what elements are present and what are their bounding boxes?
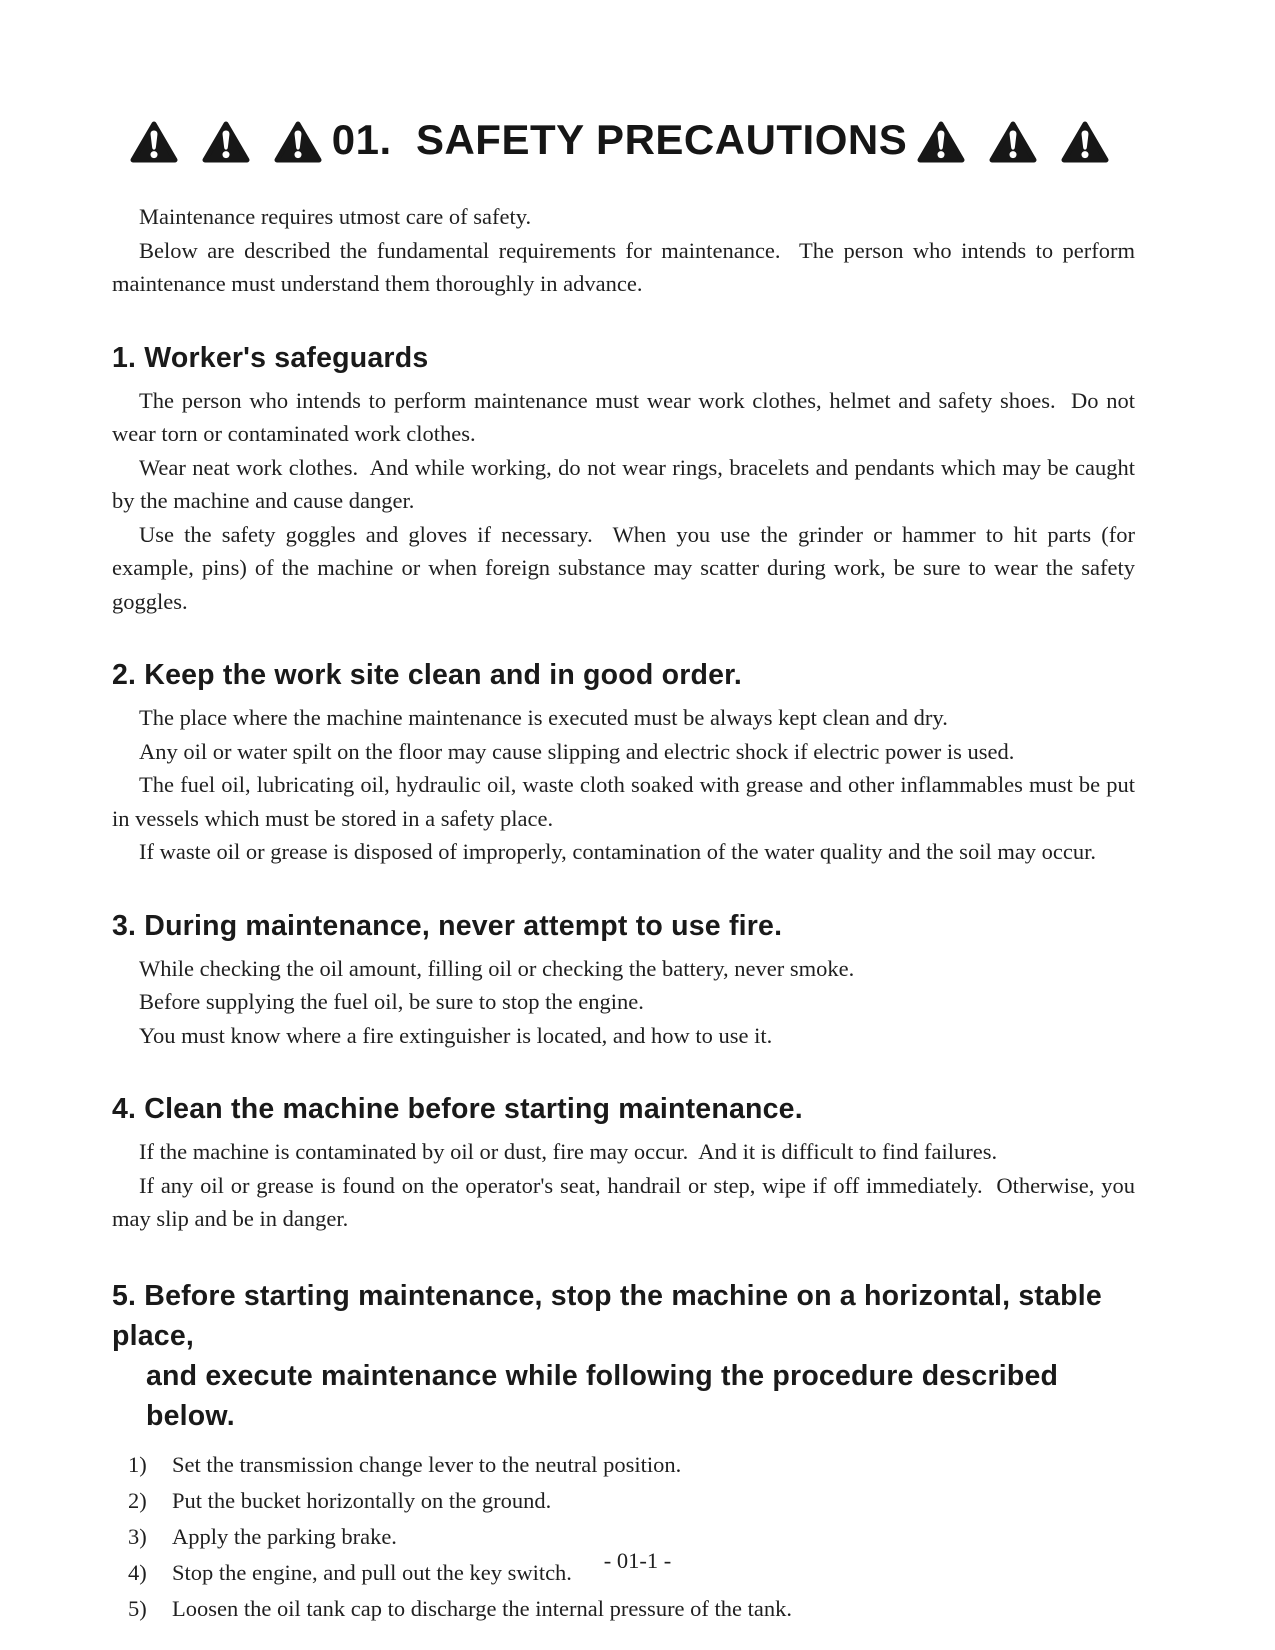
section-heading: 1. Worker's safeguards [112, 341, 429, 374]
page-header [112, 0, 1135, 168]
list-item-number: 4) [128, 1559, 147, 1585]
body-paragraph: If any oil or grease is found on the operator's seat, handrail or step, wipe if off immediately. Otherwise, you may slip and be in danger. [112, 1172, 1141, 1231]
body-paragraph: The place where the machine maintenance is executed must be always kept clean and dry. [139, 705, 948, 730]
warning-triangle-icon [989, 121, 1037, 163]
section-work-site-clean [112, 658, 1141, 869]
body-paragraph: If waste oil or grease is disposed of improperly, contamination of the water quality and the soil may occur. [139, 839, 1097, 864]
warning-triangle-icon [274, 121, 322, 163]
body-paragraph: If the machine is contaminated by oil or dust, fire may occur. And it is difficult to find failures. [139, 1139, 998, 1164]
body-paragraph: Use the safety goggles and gloves if necessary. When you use the grinder or hammer to hit parts (for example, pins) of the machine or when foreign substance may scatter during work, be sure to wear the safety goggles. [112, 521, 1141, 614]
body-paragraph: Before supplying the fuel oil, be sure to stop the engine. [139, 989, 644, 1014]
list-item-number: 3) [128, 1523, 147, 1549]
warning-triangles-right [917, 121, 1109, 163]
section-heading-line: and execute maintenance while following the procedure described below. [146, 1359, 1059, 1432]
list-item-text: Stop the engine, and pull out the key switch. [172, 1559, 572, 1585]
list-item-text: Loosen the oil tank cap to discharge the internal pressure of the tank. [172, 1595, 793, 1621]
section-heading: 4. Clean the machine before starting maintenance. [112, 1093, 803, 1125]
section-clean-machine [112, 1092, 1141, 1236]
section-never-use-fire [112, 909, 1135, 1053]
intro-block [112, 200, 1141, 301]
body-paragraph: Any oil or water spilt on the floor may cause slipping and electric shock if electric power is used. [139, 738, 1015, 764]
section-heading: 3. During maintenance, never attempt to use fire. [112, 909, 783, 942]
warning-triangle-icon [202, 121, 250, 163]
list-item-text: Apply the parking brake. [172, 1523, 397, 1549]
list-item-number: 5) [128, 1595, 147, 1621]
page-title: 01. SAFETY PRECAUTIONS [331, 116, 908, 163]
body-paragraph: While checking the oil amount, filling oil or checking the battery, never smoke. [139, 955, 855, 981]
body-paragraph: The fuel oil, lubricating oil, hydraulic oil, waste cloth soaked with grease and other inflammables must be put in vessels which must be stored in a safety place. [112, 772, 1141, 831]
section-heading-line: 5. Before starting maintenance, stop the machine on a horizontal, stable place, [112, 1279, 1102, 1352]
body-paragraph: Wear neat work clothes. And while working, do not wear rings, bracelets and pendants which may be caught by the machine and cause danger. [112, 454, 1141, 513]
warning-triangle-icon [917, 121, 965, 163]
warning-triangles-left [130, 121, 322, 163]
list-item-text: Set the transmission change lever to the neutral position. [172, 1451, 682, 1477]
intro-paragraph: Maintenance requires utmost care of safety. [139, 204, 532, 229]
procedure-list [112, 1447, 1135, 1627]
list-item [128, 1447, 1135, 1483]
intro-paragraph: Below are described the fundamental requirements for maintenance. The person who intends to perform maintenance must understand them thoroughly in advance. [112, 237, 1141, 296]
warning-triangle-icon [130, 121, 178, 163]
list-item-number: 2) [128, 1487, 147, 1513]
body-paragraph: The person who intends to perform maintenance must wear work clothes, helmet and safety shoes. Do not wear torn or contaminated work clothes. [112, 387, 1141, 446]
section-heading: 2. Keep the work site clean and in good order. [112, 659, 743, 691]
section-workers-safeguards [112, 341, 1141, 619]
section-heading [112, 1276, 1135, 1436]
warning-triangle-icon [1061, 121, 1109, 163]
list-item-text: Put the bucket horizontally on the ground. [172, 1487, 552, 1513]
page-number: - 01-1 - [603, 1548, 672, 1573]
list-item [128, 1591, 1135, 1627]
list-item [128, 1483, 1135, 1519]
body-paragraph: You must know where a fire extinguisher is located, and how to use it. [139, 1022, 773, 1048]
list-item-number: 1) [128, 1451, 147, 1477]
